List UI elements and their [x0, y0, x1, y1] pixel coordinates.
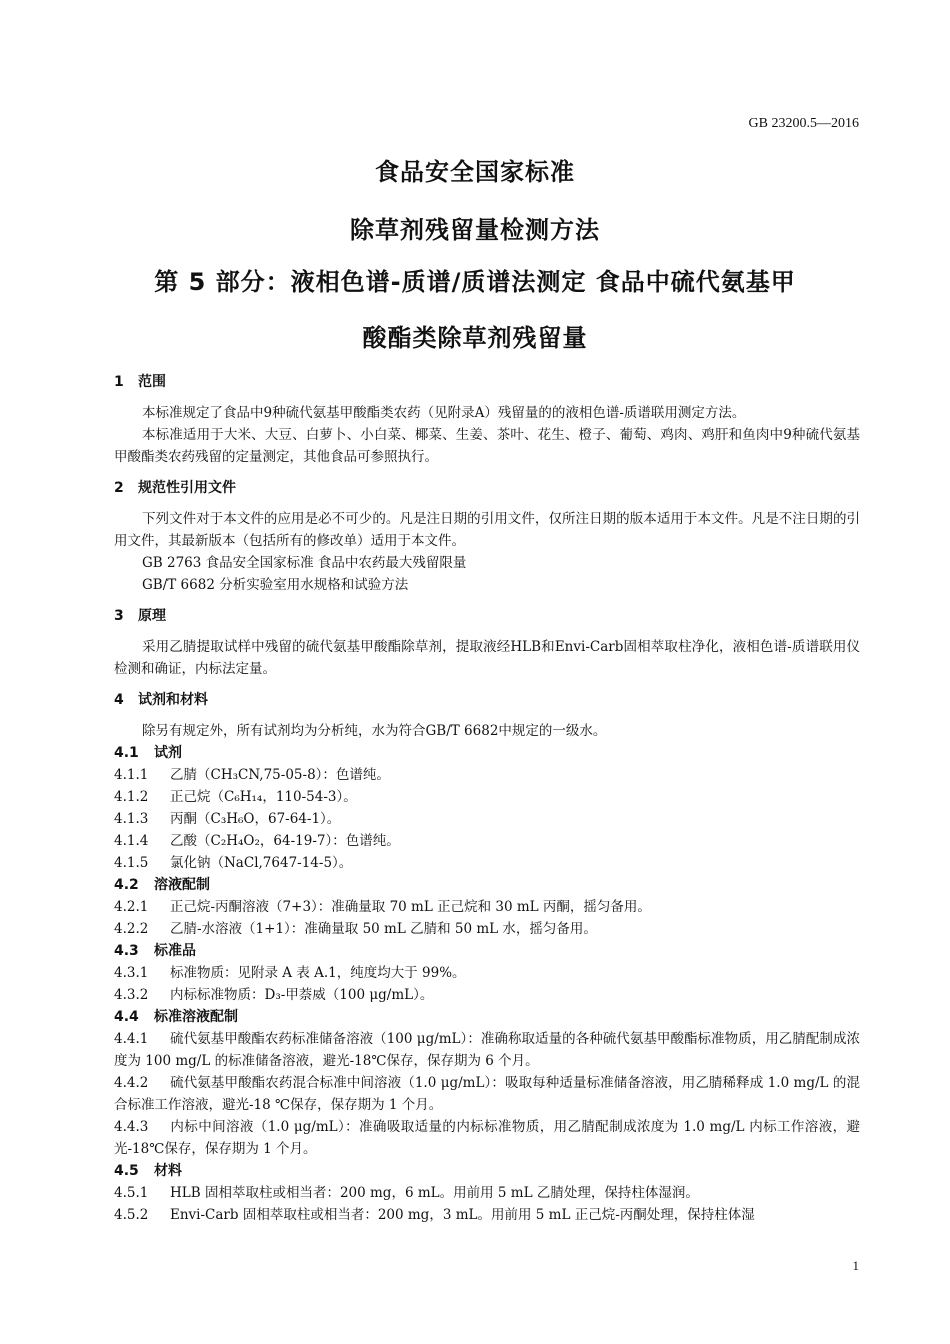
list-item: [114, 918, 860, 940]
title-line-2: 除草剂残留量检测方法: [350, 216, 600, 244]
item-number: 4.1.4: [114, 833, 149, 849]
subsection-number: 4.2: [114, 877, 139, 893]
paragraph: 下列文件对于本文件的应用是必不可少的。凡是注日期的引用文件，仅所注日期的版本适用于本文件。凡是不注日期的引用文件，其最新版本（包括所有的修改单）适用于本文件。: [114, 511, 860, 549]
list-item: [114, 830, 860, 852]
item-text: 标准物质：见附录 A 表 A.1，纯度均大于 99%。: [170, 965, 466, 981]
section-number: 1: [114, 374, 124, 390]
list-item: [114, 1072, 860, 1116]
subsection-number: 4.3: [114, 943, 139, 959]
document-body: [114, 371, 860, 1235]
item-number: 4.1.2: [114, 789, 149, 805]
item-text: HLB 固相萃取柱或相当者：200 mg，6 mL。用前用 5 mL 乙腈处理，保持柱体湿润。: [170, 1185, 699, 1201]
subsection-heading: [114, 940, 860, 962]
section-title: 范围: [138, 374, 166, 390]
item-number: 4.2.1: [114, 899, 149, 915]
section-principle: [114, 605, 860, 680]
item-text: 乙腈（CH₃CN,75-05-8）：色谱纯。: [170, 767, 390, 783]
section-reagents: [114, 689, 860, 1226]
item-number: 4.4.1: [114, 1031, 149, 1047]
subsection-number: 4.1: [114, 745, 139, 761]
section-title: 规范性引用文件: [138, 480, 236, 496]
section-heading: [114, 605, 860, 627]
section-normative-references: [114, 477, 860, 596]
subsection-heading: [114, 1006, 860, 1028]
subsection-title: 材料: [154, 1163, 182, 1179]
item-number: 4.1.5: [114, 855, 149, 871]
section-number: 3: [114, 608, 124, 624]
subsection-title: 标准溶液配制: [154, 1009, 238, 1025]
subsection-heading: [114, 1160, 860, 1182]
subsection-heading: [114, 874, 860, 896]
title-line-3: 第 5 部分：液相色谱-质谱/质谱法测定 食品中硫代氨基甲: [154, 268, 796, 296]
section-heading: [114, 371, 860, 393]
list-item: [114, 962, 860, 984]
list-item: [114, 764, 860, 786]
list-item: [114, 896, 860, 918]
list-item: [114, 808, 860, 830]
item-number: 4.2.2: [114, 921, 149, 937]
reference-item: GB 2763 食品安全国家标准 食品中农药最大残留限量: [142, 555, 467, 571]
paragraph: 采用乙腈提取试样中残留的硫代氨基甲酸酯除草剂，提取液经HLB和Envi-Carb固相萃取柱净化，液相色谱-质谱联用仪检测和确证，内标法定量。: [114, 639, 860, 677]
reference-item: GB/T 6682 分析实验室用水规格和试验方法: [142, 577, 409, 593]
paragraph: 本标准规定了食品中9种硫代氨基甲酸酯类农药（见附录A）残留量的的液相色谱-质谱联用测定方法。: [142, 405, 746, 421]
item-text: 丙酮（C₃H₆O，67-64-1）。: [170, 811, 341, 827]
standard-id: GB 23200.5—2016: [748, 116, 859, 131]
subsection-title: 试剂: [154, 745, 182, 761]
title-line-1: 食品安全国家标准: [375, 158, 575, 186]
list-item: [114, 1116, 860, 1160]
subsection-title: 溶液配制: [154, 877, 210, 893]
section-heading: [114, 477, 860, 499]
list-item: [114, 1204, 860, 1226]
item-text: 正己烷-丙酮溶液（7+3）：准确量取 70 mL 正己烷和 30 mL 丙酮，摇匀备用。: [170, 899, 651, 915]
item-text: 硫代氨基甲酸酯农药标准储备溶液（100 μg/mL）：准确称取适量的各种硫代氨基甲酸酯标准物质，用乙腈配制成浓度为 100 mg/L 的标准储备溶液，避光-18℃保存，保存期为 6 个月。: [114, 1031, 860, 1069]
subsection-heading: [114, 742, 860, 764]
section-title: 原理: [138, 608, 166, 624]
item-text: 硫代氨基甲酸酯农药混合标准中间溶液（1.0 μg/mL）：吸取每种适量标准储备溶液，用乙腈稀释成 1.0 mg/L 的混合标准工作溶液，避光-18 ℃保存，保存期为 1 个月。: [114, 1075, 860, 1113]
item-number: 4.4.2: [114, 1075, 149, 1091]
item-text: 内标中间溶液（1.0 μg/mL）：准确吸取适量的内标标准物质，用乙腈配制成浓度为 1.0 mg/L 内标工作溶液，避光-18℃保存，保存期为 1 个月。: [114, 1119, 860, 1157]
subsection-number: 4.4: [114, 1009, 139, 1025]
page-number: 1: [852, 1258, 859, 1273]
section-number: 4: [114, 692, 124, 708]
item-number: 4.1.1: [114, 767, 149, 783]
item-number: 4.4.3: [114, 1119, 149, 1135]
section-heading: [114, 689, 860, 711]
subsection-title: 标准品: [154, 943, 196, 959]
item-number: 4.1.3: [114, 811, 149, 827]
item-number: 4.3.1: [114, 965, 149, 981]
section-scope: [114, 371, 860, 468]
item-number: 4.5.1: [114, 1185, 149, 1201]
subsection-number: 4.5: [114, 1163, 139, 1179]
list-item: [114, 852, 860, 874]
item-number: 4.5.2: [114, 1207, 149, 1223]
item-text: 氯化钠（NaCl,7647-14-5）。: [170, 855, 353, 871]
item-number: 4.3.2: [114, 987, 149, 1003]
section-number: 2: [114, 480, 124, 496]
list-item: [114, 984, 860, 1006]
section-title: 试剂和材料: [138, 692, 208, 708]
item-text: Envi-Carb 固相萃取柱或相当者：200 mg，3 mL。用前用 5 mL 正己烷-丙酮处理，保持柱体湿: [170, 1207, 755, 1223]
title-line-4: 酸酯类除草剂残留量: [362, 324, 588, 352]
list-item: [114, 1182, 860, 1204]
list-item: [114, 786, 860, 808]
item-text: 乙腈-水溶液（1+1）：准确量取 50 mL 乙腈和 50 mL 水，摇匀备用。: [170, 921, 597, 937]
item-text: 乙酸（C₂H₄O₂，64-19-7）：色谱纯。: [170, 833, 400, 849]
item-text: 正己烷（C₆H₁₄，110-54-3）。: [170, 789, 357, 805]
item-text: 内标标准物质：D₃-甲萘威（100 μg/mL）。: [170, 987, 434, 1003]
list-item: [114, 1028, 860, 1072]
paragraph: 除另有规定外，所有试剂均为分析纯，水为符合GB/T 6682中规定的一级水。: [142, 723, 607, 739]
paragraph: 本标准适用于大米、大豆、白萝卜、小白菜、椰菜、生姜、茶叶、花生、橙子、葡萄、鸡肉、鸡肝和鱼肉中9种硫代氨基甲酸酯类农药残留的定量测定，其他食品可参照执行。: [114, 427, 860, 465]
